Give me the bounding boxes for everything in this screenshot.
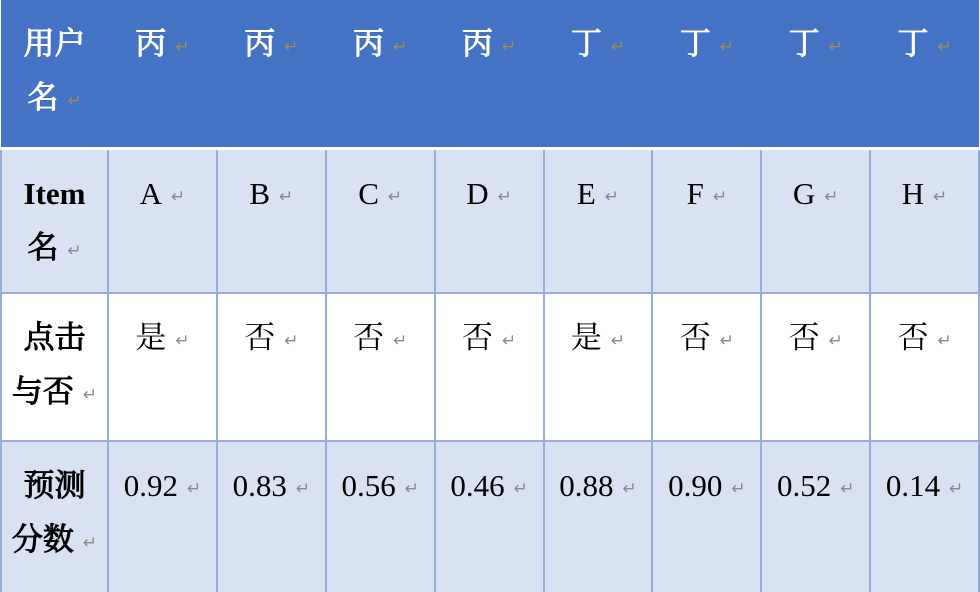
label-line-1 [4,459,105,513]
table-cell [870,0,979,148]
label-line-2 [4,221,105,280]
table-cell [217,0,326,148]
cell-text: 否 [788,320,820,355]
paragraph-mark-icon: ↵ [393,331,408,351]
table-cell [326,0,435,148]
cell-text: G [792,175,816,211]
paragraph-mark-icon: ↵ [824,186,839,207]
table-cell [326,441,435,592]
cell-text: B [249,175,271,211]
cell-text: 0.92 [123,468,178,503]
cell-text: 0.90 [668,468,723,503]
cell-text: 丁 [788,26,820,61]
label-line-1 [4,311,105,365]
label-line-2 [4,513,105,572]
table-cell [544,441,653,592]
cell-text: 用户 [23,26,86,61]
table-cell [544,293,653,441]
paragraph-mark-icon: ↵ [610,331,626,351]
paragraph-mark-icon: ↵ [840,479,855,499]
paragraph-mark-icon: ↵ [949,479,964,499]
paragraph-mark-icon: ↵ [513,479,528,499]
table-cell [217,441,326,592]
table-cell [870,148,979,293]
cell-text: 否 [461,320,493,355]
row-item-name [1,148,979,293]
paragraph-mark-icon: ↵ [731,479,746,499]
cell-text: 丙 [135,26,167,61]
paragraph-mark-icon: ↵ [937,331,952,351]
paragraph-mark-icon: ↵ [933,186,948,207]
table-cell [108,441,217,592]
paragraph-mark-icon: ↵ [284,37,299,57]
paragraph-mark-icon: ↵ [501,331,517,351]
row-label-cell [1,441,108,592]
table-cell [761,0,870,148]
table-cell [544,148,653,293]
paragraph-mark-icon: ↵ [171,186,186,207]
cell-text: 否 [244,320,276,355]
label-line-1 [4,167,105,221]
cell-text: 名 [27,229,59,265]
cell-text: 丙 [244,26,276,61]
header-label-cell [1,0,108,148]
table-cell [217,293,326,441]
cell-text: E [576,175,596,211]
table-cell [435,148,544,293]
paragraph-mark-icon: ↵ [279,186,294,207]
table-cell [544,0,653,148]
table-cell [108,293,217,441]
cell-text: 丙 [353,26,385,61]
table-cell [435,441,544,592]
paragraph-mark-icon: ↵ [82,533,98,553]
cell-text: H [901,175,925,211]
label-line-2 [4,365,105,424]
cell-text: 是 [570,320,602,355]
paragraph-mark-icon: ↵ [604,186,620,207]
paragraph-mark-icon: ↵ [67,91,82,111]
cell-text: 否 [897,320,929,355]
cell-text: F [686,175,704,211]
table-cell [761,293,870,441]
label-line-1 [3,17,106,71]
cell-text: Item [23,175,86,211]
cell-text: 丁 [570,26,602,61]
table-cell [435,293,544,441]
cell-text: 0.46 [450,468,505,503]
cell-text: 丁 [897,26,929,61]
header-row-username [1,0,979,148]
paragraph-mark-icon: ↵ [393,37,408,57]
table-cell [652,441,761,592]
cell-text: C [358,175,379,211]
paragraph-mark-icon: ↵ [186,479,202,499]
cell-text: 0.52 [776,468,832,503]
table-cell [652,293,761,441]
row-label-cell [1,148,108,293]
row-clicked-or-not [1,293,979,441]
cell-text: 0.56 [341,468,396,503]
table-cell [870,441,979,592]
paragraph-mark-icon: ↵ [295,479,311,499]
paragraph-mark-icon: ↵ [712,186,728,207]
cell-text: 0.14 [885,468,941,503]
paragraph-mark-icon: ↵ [828,37,843,57]
cell-text: 0.88 [559,468,614,503]
table-cell [652,148,761,293]
paragraph-mark-icon: ↵ [387,186,403,207]
table-cell [870,293,979,441]
cell-text: 名 [27,80,59,115]
row-predicted-score [1,441,979,592]
cell-text: 丁 [679,26,711,61]
paragraph-mark-icon: ↵ [175,331,190,351]
paragraph-mark-icon: ↵ [82,385,98,405]
cell-text: 否 [353,320,385,355]
table-cell [326,293,435,441]
row-label-cell [1,293,108,441]
paragraph-mark-icon: ↵ [501,37,517,57]
paragraph-mark-icon: ↵ [497,186,512,207]
paragraph-mark-icon: ↵ [404,479,419,499]
label-line-2 [3,71,106,130]
table-cell [326,148,435,293]
cell-text: 预测 [23,468,86,503]
paragraph-mark-icon: ↵ [610,37,626,57]
paragraph-mark-icon: ↵ [828,331,843,351]
cell-text: 丙 [461,26,493,61]
table-cell [217,148,326,293]
cell-text: 否 [679,320,711,355]
cell-text: 是 [135,320,167,355]
paragraph-mark-icon: ↵ [622,479,637,499]
cell-text: 点击 [23,320,86,355]
cell-text: D [466,175,489,211]
cell-text: 0.83 [232,468,287,503]
paragraph-mark-icon: ↵ [175,37,190,57]
cell-text: 分数 [11,522,74,557]
paragraph-mark-icon: ↵ [719,331,734,351]
table-cell [652,0,761,148]
table-cell [108,148,217,293]
cell-text: 与否 [11,374,74,409]
cell-text: A [139,175,162,211]
table-cell [108,0,217,148]
paragraph-mark-icon: ↵ [284,331,299,351]
paragraph-mark-icon: ↵ [719,37,734,57]
paragraph-mark-icon: ↵ [937,37,952,57]
table-cell [435,0,544,148]
table-cell [761,148,870,293]
paragraph-mark-icon: ↵ [67,240,82,261]
table-cell [761,441,870,592]
